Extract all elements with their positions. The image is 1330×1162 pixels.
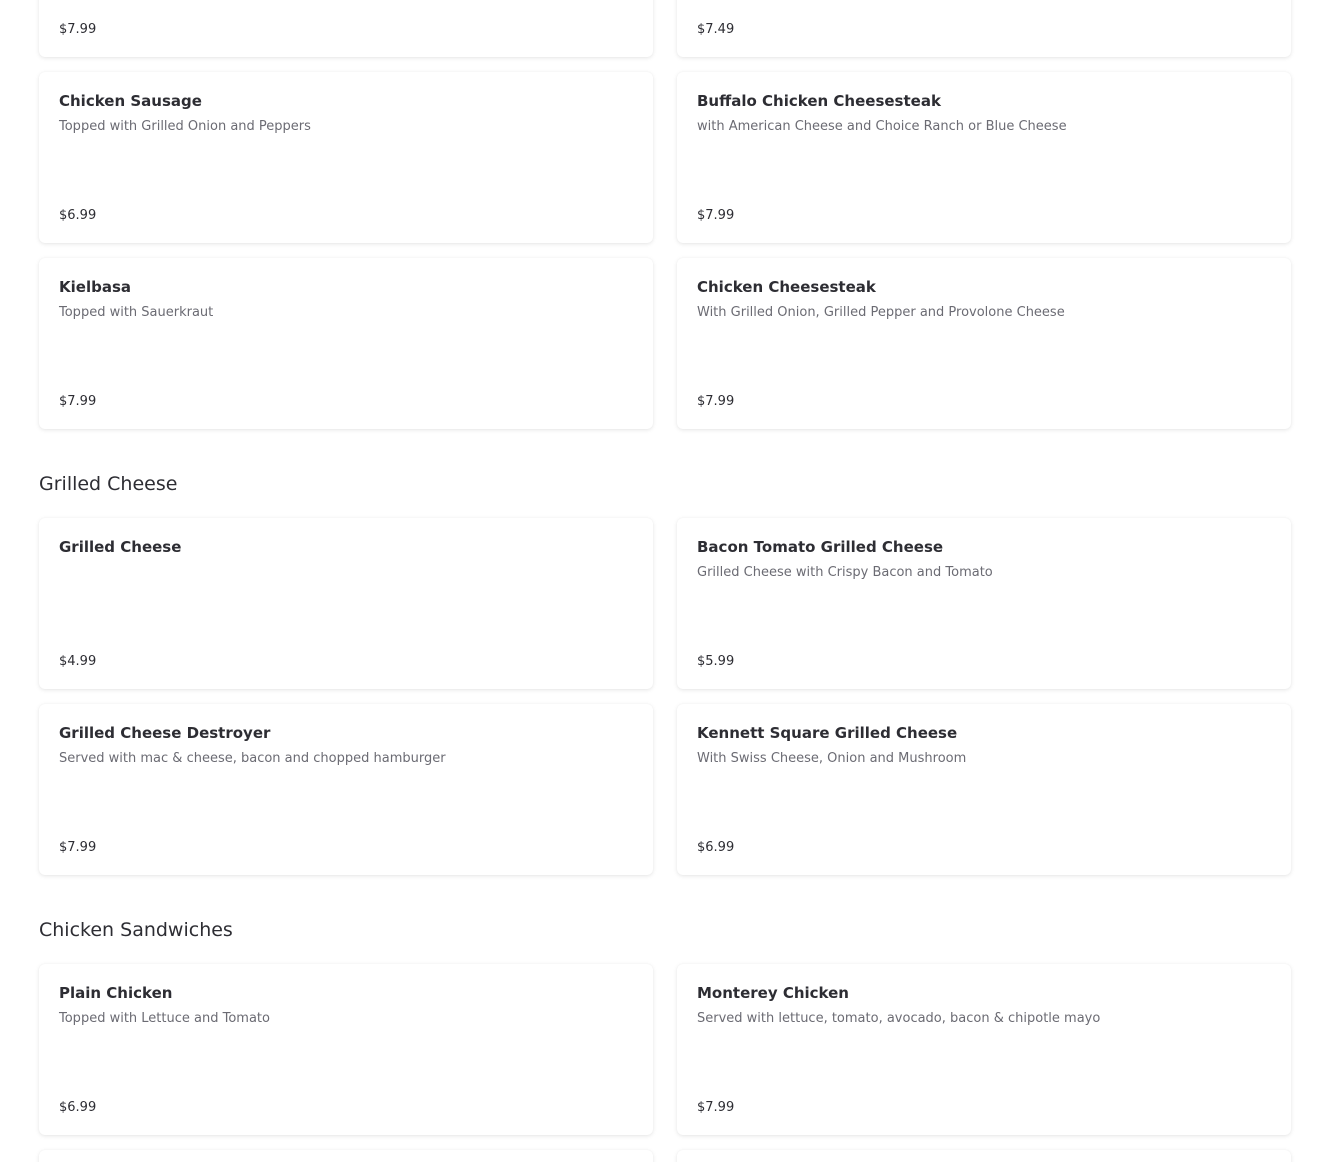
item-price: $6.99: [59, 208, 97, 223]
menu-item-card[interactable]: [39, 704, 653, 875]
item-price: $5.99: [697, 654, 735, 669]
item-description: Topped with Grilled Onion and Peppers: [59, 119, 311, 134]
item-name: Buffalo Chicken Cheesesteak: [697, 92, 941, 110]
item-name: Kennett Square Grilled Cheese: [697, 724, 958, 742]
menu-item-card[interactable]: [677, 0, 1291, 57]
menu-item-card[interactable]: [39, 1150, 653, 1162]
item-name: Chicken Cheesesteak: [697, 278, 876, 296]
item-price: $6.99: [59, 1100, 97, 1115]
item-price: $7.99: [59, 22, 97, 37]
item-name: Bacon Tomato Grilled Cheese: [697, 538, 944, 556]
section-heading: Grilled Cheese: [39, 473, 178, 495]
menu-item-card[interactable]: [39, 964, 653, 1135]
item-description: Topped with Lettuce and Tomato: [59, 1011, 270, 1026]
menu-item-card[interactable]: [677, 704, 1291, 875]
section-heading: Chicken Sandwiches: [39, 919, 233, 941]
item-name: Grilled Cheese Destroyer: [59, 724, 271, 742]
item-price: $7.99: [59, 394, 97, 409]
item-price: $7.99: [697, 1100, 735, 1115]
menu-item-card[interactable]: [677, 72, 1291, 243]
menu-item-card[interactable]: [677, 1150, 1291, 1162]
item-name: Grilled Cheese: [59, 538, 182, 556]
item-price: $7.49: [697, 22, 735, 37]
menu-item-card[interactable]: [677, 964, 1291, 1135]
item-name: Plain Chicken: [59, 984, 173, 1002]
item-description: Topped with Sauerkraut: [59, 305, 214, 320]
item-name: Chicken Sausage: [59, 92, 202, 110]
item-description: Grilled Cheese with Crispy Bacon and Tomato: [697, 565, 993, 580]
item-price: $7.99: [697, 208, 735, 223]
menu-item-card[interactable]: [677, 258, 1291, 429]
item-price: $7.99: [59, 840, 97, 855]
item-price: $6.99: [697, 840, 735, 855]
menu-item-card[interactable]: [39, 72, 653, 243]
item-description: With Grilled Onion, Grilled Pepper and Provolone Cheese: [697, 305, 1065, 320]
item-description: With Swiss Cheese, Onion and Mushroom: [697, 751, 967, 766]
menu-item-card[interactable]: [39, 518, 653, 689]
menu-item-card[interactable]: [39, 0, 653, 57]
item-description: Served with mac & cheese, bacon and chopped hamburger: [59, 751, 446, 766]
menu-item-card[interactable]: [39, 258, 653, 429]
menu-item-card[interactable]: [677, 518, 1291, 689]
item-name: Monterey Chicken: [697, 984, 849, 1002]
item-price: $4.99: [59, 654, 97, 669]
item-description: Served with lettuce, tomato, avocado, bacon & chipotle mayo: [697, 1011, 1101, 1026]
item-name: Kielbasa: [59, 278, 131, 296]
item-price: $7.99: [697, 394, 735, 409]
item-description: with American Cheese and Choice Ranch or Blue Cheese: [697, 119, 1067, 134]
